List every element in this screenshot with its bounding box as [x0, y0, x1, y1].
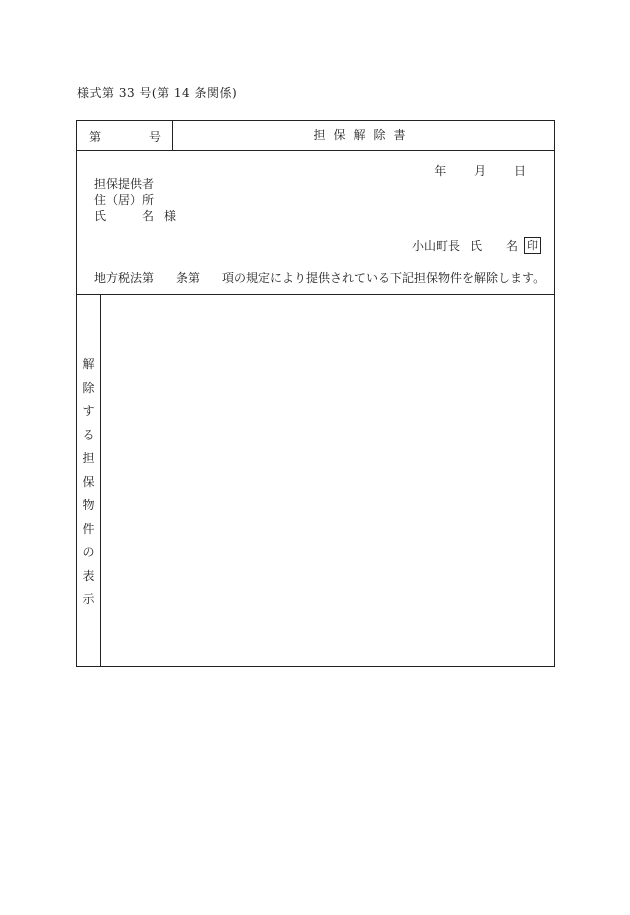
- recipient-name-label-b: 名: [142, 209, 155, 223]
- form-number-label: 様式第 33 号(第 14 条関係): [77, 86, 238, 100]
- seal-mark: 印: [524, 237, 541, 254]
- property-label-char: 保: [82, 474, 95, 489]
- property-label-char: る: [82, 427, 95, 442]
- issuer-line: [412, 237, 541, 254]
- document-number-prefix: 第: [89, 130, 102, 144]
- property-label-cell: [77, 295, 101, 666]
- form-header-row: [77, 121, 554, 151]
- form-title: 担保解除書: [313, 128, 414, 142]
- recipient-provider-label: 担保提供者: [94, 177, 155, 191]
- property-details-field[interactable]: [101, 295, 554, 666]
- document-number-cell: [77, 121, 173, 150]
- property-label-char: 除: [82, 380, 95, 395]
- recipient-name-line: [94, 208, 176, 224]
- date-day-label: 日: [513, 164, 526, 178]
- document-number-suffix: 号: [149, 130, 162, 144]
- release-form: [76, 120, 555, 667]
- recipient-address-label: 住（居）所: [94, 193, 155, 207]
- property-label-char: 解: [82, 357, 95, 371]
- property-label: [77, 353, 100, 612]
- issuer-title: 小山町長: [411, 239, 460, 253]
- notice-section: [77, 151, 554, 295]
- property-label-char: 担: [82, 451, 95, 465]
- statement-part-a: 地方税法第: [94, 271, 155, 285]
- recipient-block: [94, 176, 176, 224]
- recipient-name-label-a: 氏: [94, 209, 107, 223]
- property-label-char: す: [82, 404, 95, 418]
- date-line: [434, 162, 526, 179]
- property-label-char: 物: [82, 498, 95, 512]
- property-section: [77, 295, 554, 666]
- property-label-char: 示: [82, 592, 95, 606]
- statement-part-c: 項の規定により提供されている下記担保物件を解除します。: [222, 271, 546, 285]
- date-year-label: 年: [434, 164, 447, 178]
- recipient-honorific: 様: [164, 209, 177, 223]
- issuer-name-label-a: 氏: [469, 239, 482, 253]
- property-label-char: 表: [82, 568, 95, 583]
- statement-part-b: 条第: [176, 271, 201, 285]
- date-month-label: 月: [474, 164, 487, 178]
- property-label-char: の: [82, 545, 95, 559]
- property-label-char: 件: [82, 521, 95, 536]
- issuer-name-label-b: 名: [505, 239, 518, 253]
- release-statement: [94, 269, 545, 286]
